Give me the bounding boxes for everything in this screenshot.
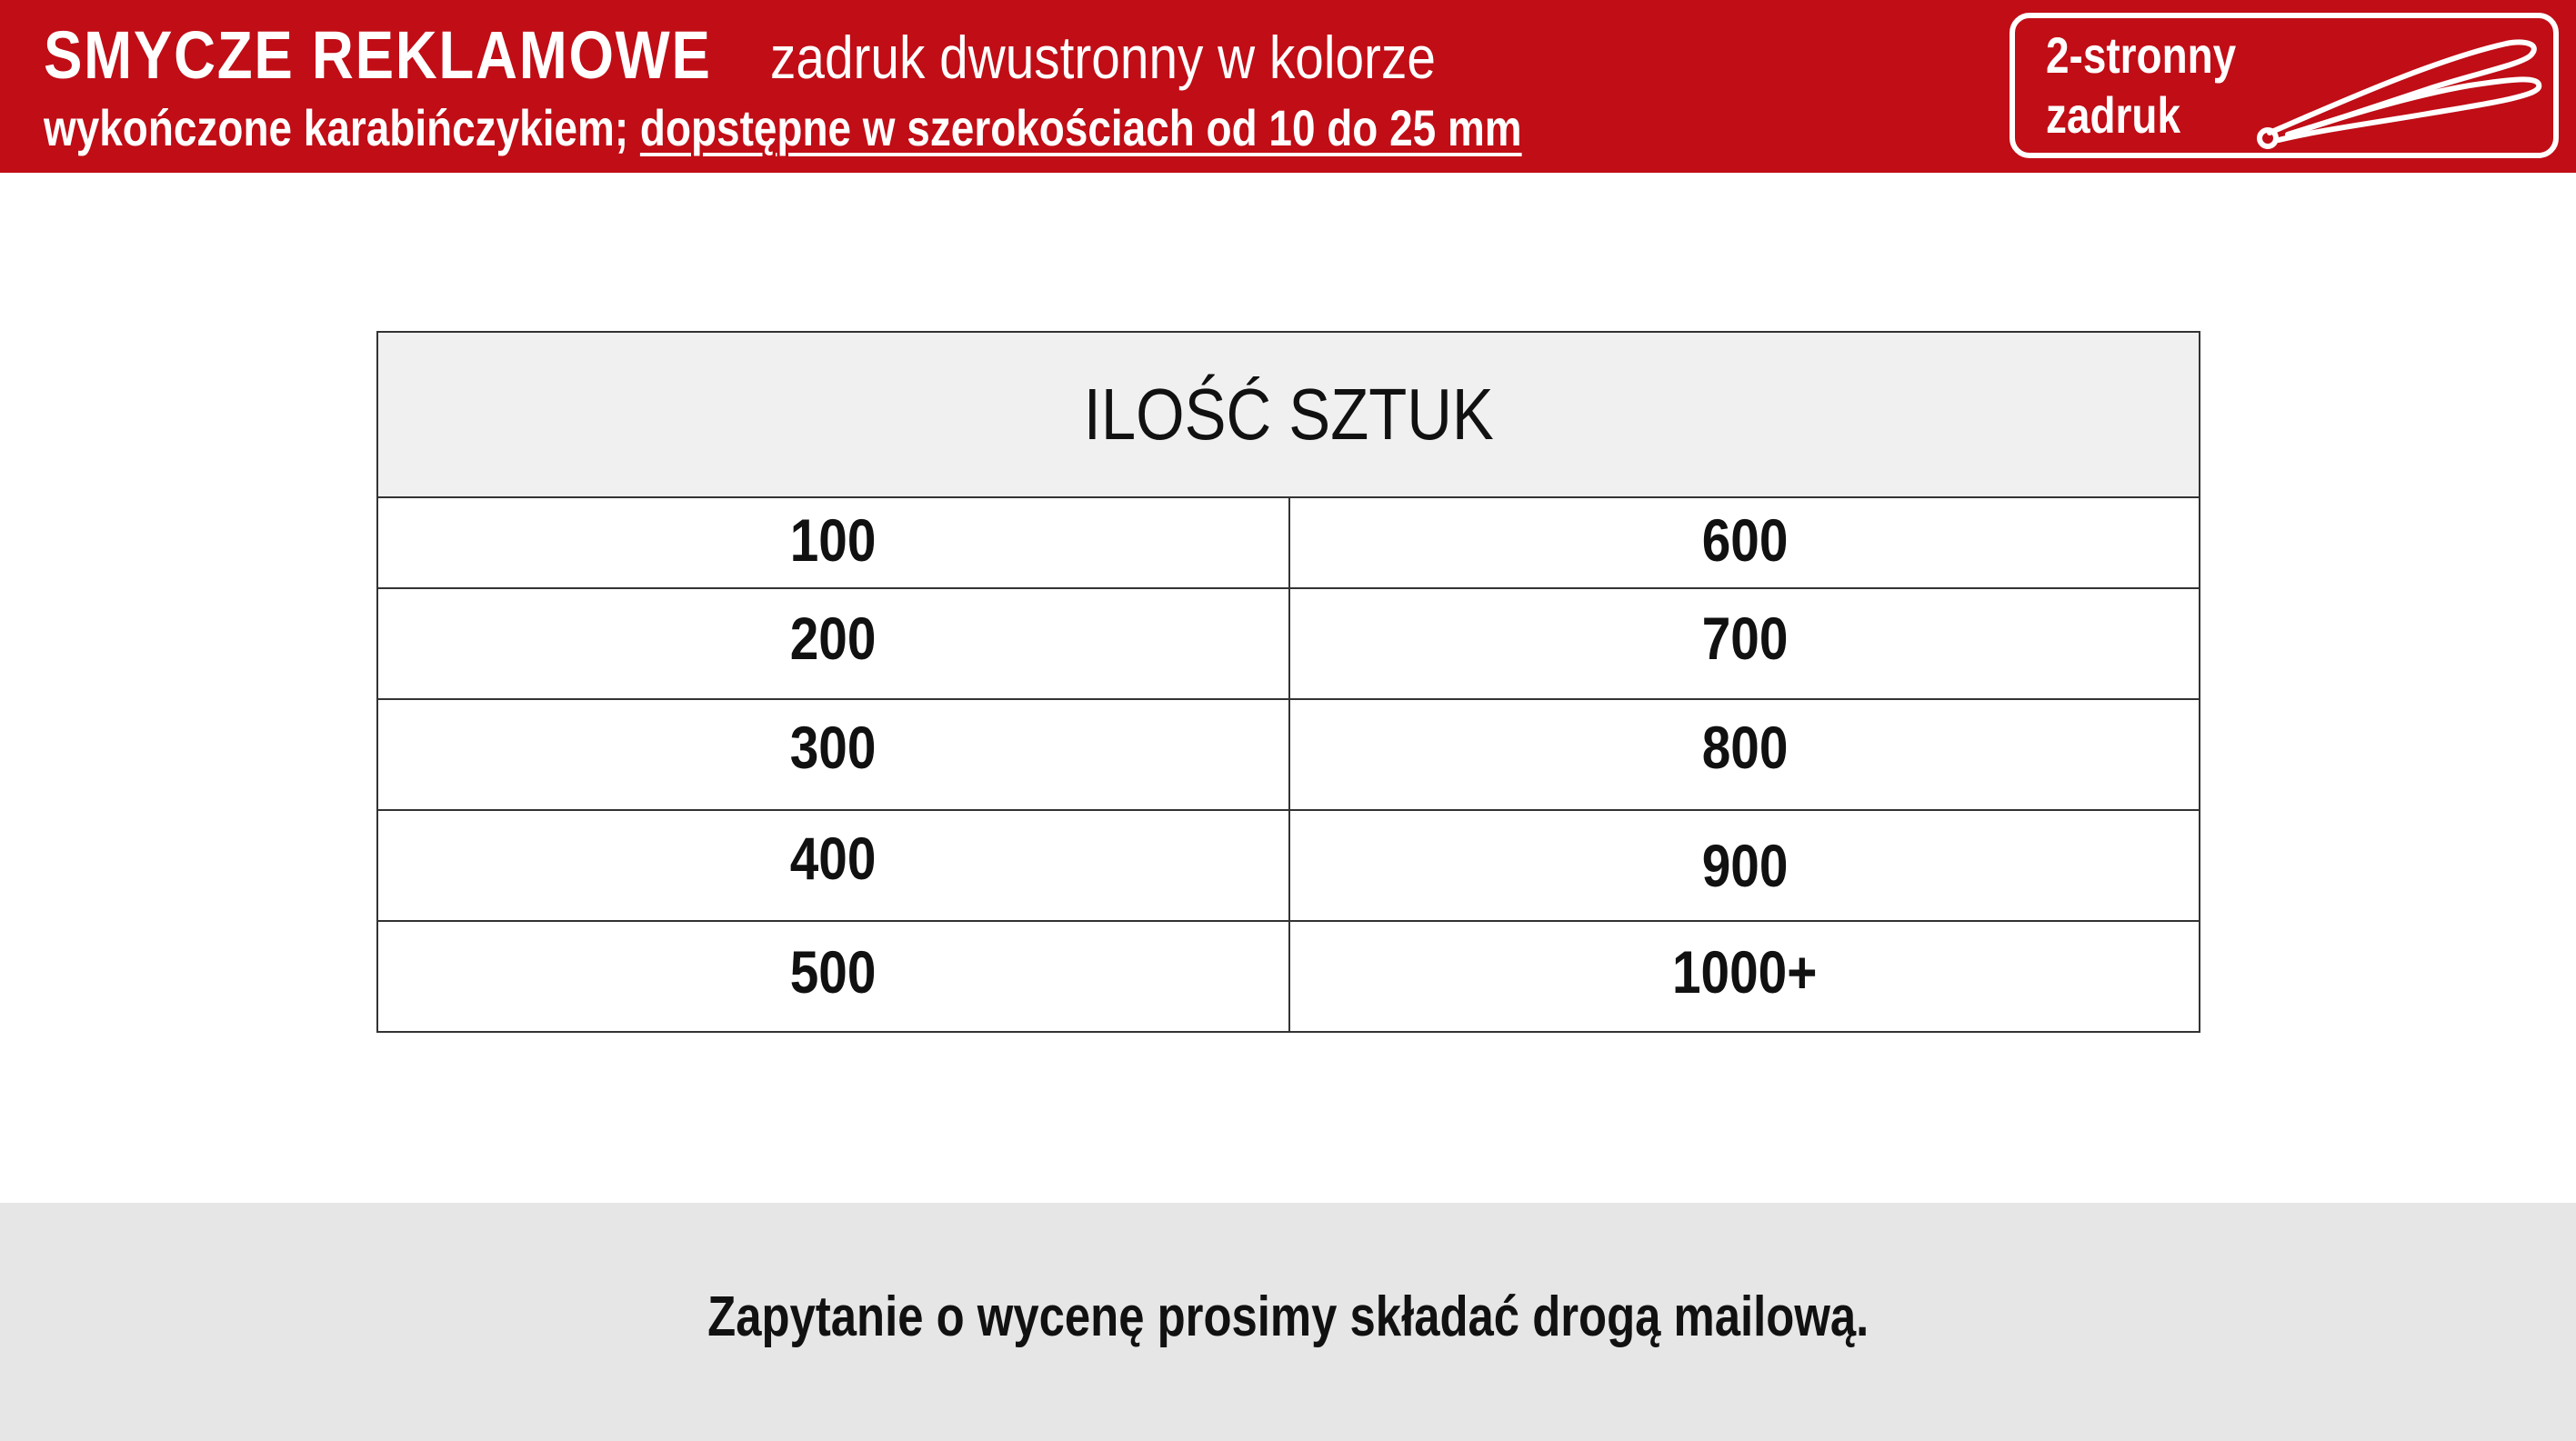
table-header-label: ILOŚĆ SZTUK	[1083, 374, 1494, 455]
row-divider	[378, 698, 2199, 700]
table-cell: 900	[1701, 832, 1789, 899]
subtitle-prefix: wykończone karabińczykiem;	[44, 99, 629, 156]
page-subtitle: zadruk dwustronny w kolorze	[769, 24, 1436, 91]
quantity-table	[376, 331, 2200, 1033]
badge-line-1: 2-stronny	[2046, 26, 2237, 84]
row-divider	[378, 587, 2199, 589]
table-cell: 1000+	[1672, 938, 1818, 1006]
row-divider	[378, 920, 2199, 922]
title-line	[44, 16, 1544, 94]
badge-text	[2046, 25, 2236, 145]
table-cell: 100	[789, 506, 877, 574]
table-header	[378, 333, 2199, 498]
footer-band	[0, 1203, 2576, 1441]
page-title: SMYCZE REKLAMOWE	[44, 17, 712, 93]
table-cell: 700	[1701, 605, 1789, 672]
table-cell: 200	[789, 605, 877, 672]
subtitle-widths: dopstępne w szerokościach od 10 do 25 mm	[639, 99, 1522, 156]
subtitle-line	[44, 98, 1522, 157]
lanyard-icon	[2251, 33, 2551, 151]
table-cell: 500	[789, 938, 877, 1006]
table-cell: 600	[1701, 506, 1789, 574]
table-cell: 300	[789, 714, 877, 781]
footer-note: Zapytanie o wycenę prosimy składać drogą mailową.	[707, 1286, 1869, 1348]
two-sided-print-badge	[2010, 13, 2559, 158]
header-banner	[0, 0, 2576, 173]
table-cell: 400	[789, 825, 877, 892]
badge-line-2: zadruk	[2046, 86, 2181, 144]
table-cell: 800	[1701, 714, 1789, 781]
row-divider	[378, 809, 2199, 811]
